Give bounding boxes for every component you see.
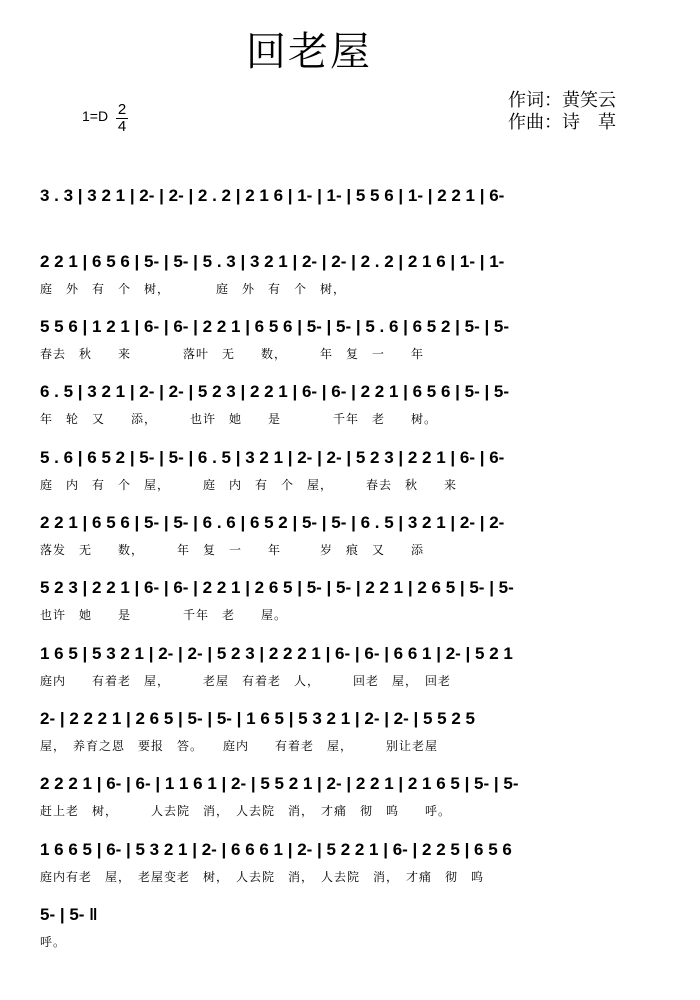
score-row-6 [40,509,665,558]
score-row-2 [40,248,665,297]
time-signature [116,102,128,135]
score-row-3 [40,313,665,362]
notation-line: 2- | 2 2 2 1 | 2 6 5 | 5- | 5- | 1 6 5 | 5 3 2 1 | 2- | 2- | 5 5 2 5 [40,709,475,728]
score-row-11 [40,836,665,885]
time-signature-denominator: 4 [117,118,127,135]
score-row-1 [40,182,665,214]
composer-credit: 作曲：诗 草 [508,112,616,133]
lyrics-line: 落发 无 数， 年 复 一 年 岁 痕 又 添 [40,543,425,557]
notation-line: 6 . 5 | 3 2 1 | 2- | 2- | 5 2 3 | 2 2 1 | 6- | 6- | 2 2 1 | 6 5 6 | 5- | 5- [40,382,510,401]
notation-line: 2 2 1 | 6 5 6 | 5- | 5- | 5 . 3 | 3 2 1 | 2- | 2- | 2 . 2 | 2 1 6 | 1- | 1- [40,252,505,271]
notation-line: 5 2 3 | 2 2 1 | 6- | 6- | 2 2 1 | 2 6 5 | 5- | 5- | 2 2 1 | 2 6 5 | 5- | 5- [40,578,514,597]
score-row-10 [40,770,665,819]
lyrics-line: 年 轮 又 添， 也许 她 是 千年 老 树。 [40,412,438,426]
notation-line: 5 . 6 | 6 5 2 | 5- | 5- | 6 . 5 | 3 2 1 | 2- | 2- | 5 2 3 | 2 2 1 | 6- | 6- [40,448,505,467]
lyrics-line: 庭内有老 屋， 老屋变老 树， 人去院 消， 人去院 消， 才痛 彻 呜 [40,870,485,884]
credits-block [508,90,616,134]
lyrics-line: 赶上老 树， 人去院 消， 人去院 消， 才痛 彻 呜 呼。 [40,804,452,818]
lyrics-line: 庭 外 有 个 树， 庭 外 有 个 树， [40,282,347,296]
notation-line: 3 . 3 | 3 2 1 | 2- | 2- | 2 . 2 | 2 1 6 | 1- | 1- | 5 5 6 | 1- | 2 2 1 | 6- [40,186,505,205]
notation-line: 1 6 6 5 | 6- | 5 3 2 1 | 2- | 6 6 6 1 | 2- | 5 2 2 1 | 6- | 2 2 5 | 6 5 6 [40,840,512,859]
lyrics-line: 庭内 有着老 屋， 老屋 有着老 人， 回老 屋， 回老 [40,674,452,688]
score-row-12 [40,901,665,950]
lyrics-line: 庭 内 有 个 屋， 庭 内 有 个 屋， 春去 秋 来 [40,478,458,492]
score-row-8 [40,640,665,689]
lyrics-line: 也许 她 是 千年 老 屋。 [40,608,288,622]
score-row-5 [40,444,665,493]
lyrics-line: 呼。 [40,935,67,949]
notation-line: 5 5 6 | 1 2 1 | 6- | 6- | 2 2 1 | 6 5 6 | 5- | 5- | 5 . 6 | 6 5 2 | 5- | 5- [40,317,510,336]
lyrics-line: 屋， 养育之恩 要报 答。 庭内 有着老 屋， 别让老屋 [40,739,439,753]
score-row-4 [40,378,665,427]
score-row-9 [40,705,665,754]
time-signature-numerator: 2 [117,101,127,118]
score-row-7 [40,574,665,623]
notation-line: 1 6 5 | 5 3 2 1 | 2- | 2- | 5 2 3 | 2 2 2 1 | 6- | 6- | 6 6 1 | 2- | 5 2 1 [40,644,513,663]
lyrics-line: 春去 秋 来 落叶 无 数， 年 复 一 年 [40,347,425,361]
notation-line: 2 2 2 1 | 6- | 6- | 1 1 6 1 | 2- | 5 5 2 1 | 2- | 2 2 1 | 2 1 6 5 | 5- | 5- [40,774,519,793]
key-signature: 1=D [82,108,109,124]
notation-line: 5- | 5- ‖ [40,905,98,924]
notation-line: 2 2 1 | 6 5 6 | 5- | 5- | 6 . 6 | 6 5 2 | 5- | 5- | 6 . 5 | 3 2 1 | 2- | 2- [40,513,505,532]
song-title: 回老屋 [246,29,372,75]
lyricist-credit: 作词：黄笑云 [508,90,616,111]
